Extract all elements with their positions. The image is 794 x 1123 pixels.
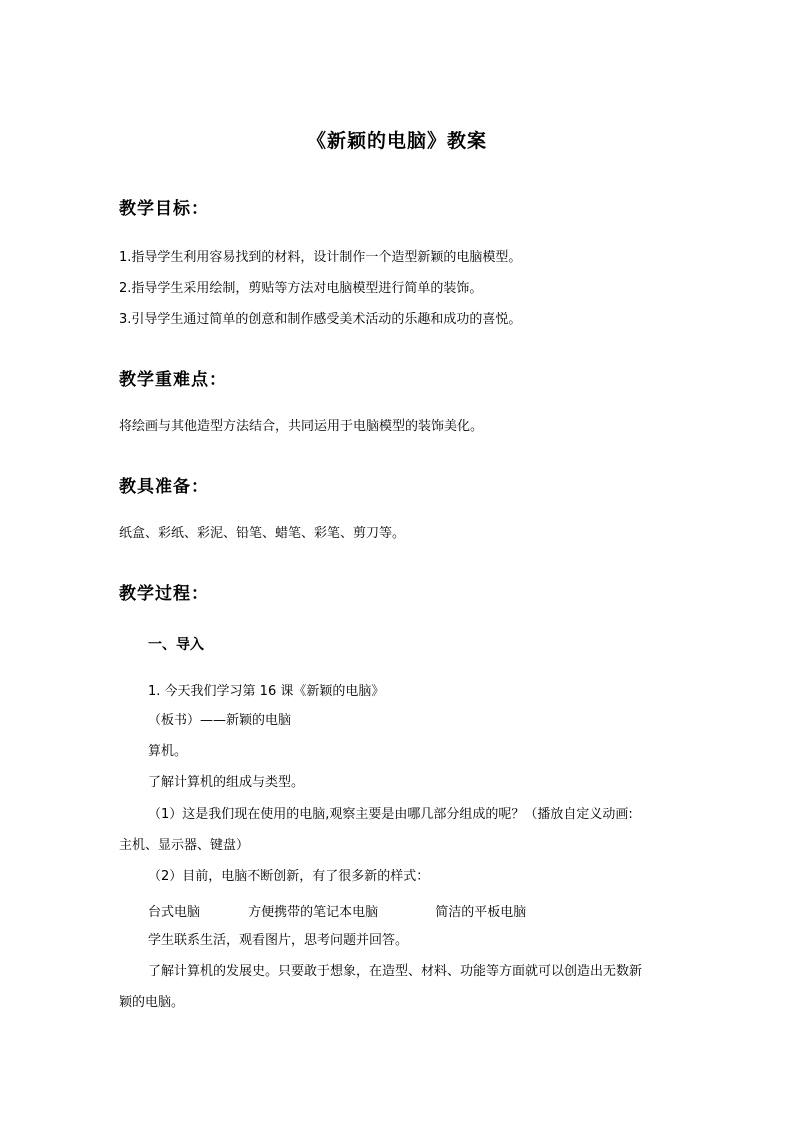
process-heading: 教学过程： <box>119 584 209 604</box>
process-after-line: 学生联系生活，观看图片，思考问题并回答。 <box>148 933 409 948</box>
key-points-text: 将绘画与其他造型方法结合，共同运用于电脑模型的装饰美化。 <box>119 419 484 434</box>
process-after-line: 颖的电脑。 <box>119 995 185 1010</box>
process-line: 主机、显示器、键盘） <box>119 838 250 853</box>
materials-text: 纸盒、彩纸、彩泥、铅笔、蜡笔、彩笔、剪刀等。 <box>119 526 406 541</box>
process-line: （板书）——新颖的电脑 <box>148 713 292 728</box>
process-line: 算机。 <box>148 744 188 759</box>
goal-item-2: 2.指导学生采用绘制，剪贴等方法对电脑模型进行简单的装饰。 <box>119 281 483 296</box>
goal-item-1: 1.指导学生利用容易找到的材料，设计制作一个造型新颖的电脑模型。 <box>119 250 522 265</box>
computer-types-row <box>148 901 526 920</box>
key-points-heading: 教学重难点： <box>119 370 227 390</box>
computer-type-desktop: 台式电脑 <box>148 905 201 920</box>
process-line: （2）目前，电脑不断创新，有了很多新的样式： <box>148 869 430 884</box>
goal-item-3: 3.引导学生通过简单的创意和制作感受美术活动的乐趣和成功的喜悦。 <box>119 312 522 327</box>
process-line: （1）这是我们现在使用的电脑,观察主要是由哪几部分组成的呢？（播放自定义动画: <box>148 807 633 822</box>
goals-heading: 教学目标： <box>119 199 209 219</box>
computer-type-tablet: 简洁的平板电脑 <box>435 905 527 920</box>
process-after-line: 了解计算机的发展史。只要敢于想象，在造型、材料、功能等方面就可以创造出无数新 <box>148 964 643 979</box>
computer-type-laptop: 方便携带的笔记本电脑 <box>248 905 379 920</box>
process-line: 了解计算机的组成与类型。 <box>148 775 305 790</box>
part1-title: 一、导入 <box>148 637 204 653</box>
materials-heading: 教具准备： <box>119 477 209 497</box>
document-title: 《新颖的电脑》教案 <box>306 130 487 152</box>
process-line: 1. 今天我们学习第 16 课《新颖的电脑》 <box>148 684 385 699</box>
